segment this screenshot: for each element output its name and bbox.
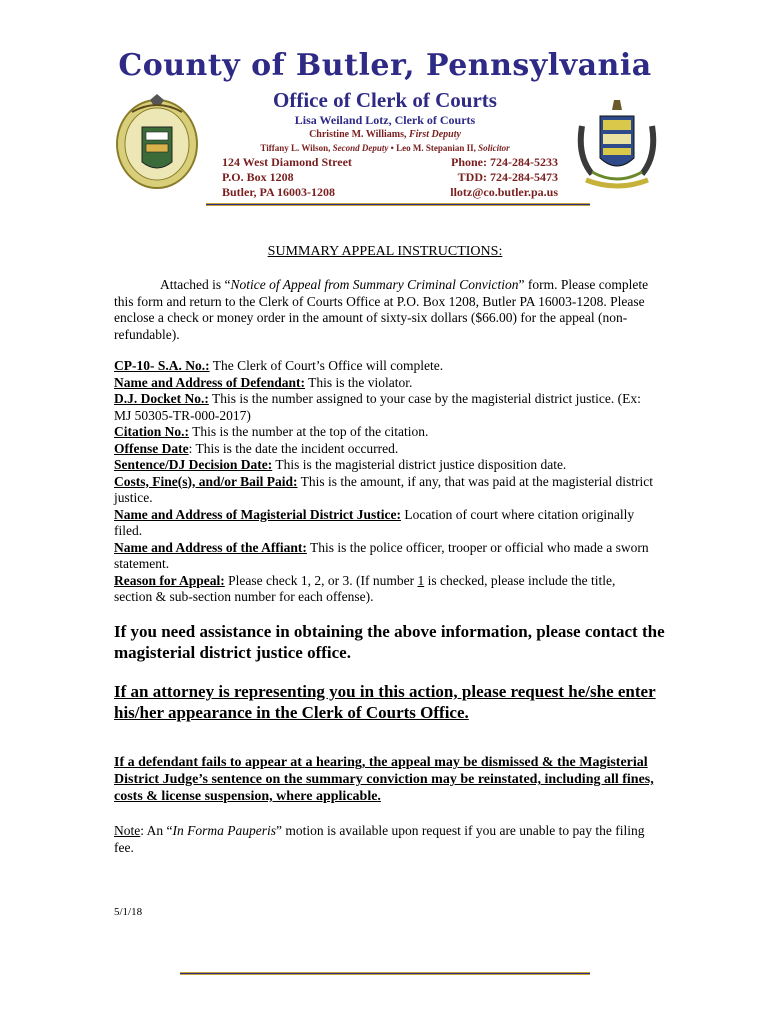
field-item — [114, 375, 654, 392]
reason-for-appeal — [114, 573, 654, 606]
field-item — [114, 457, 654, 474]
solicitor-title: Solicitor — [478, 143, 510, 153]
field-text: Location of court where citation originally filed. — [114, 506, 635, 538]
field-item — [114, 441, 654, 458]
address-line: P.O. Box 1208 — [222, 170, 294, 184]
footer-divider — [180, 972, 590, 975]
field-item — [114, 391, 654, 424]
first-deputy-title: First Deputy — [408, 129, 461, 140]
field-text: This is the amount, if any, that was paid at the magisterial district justice. — [114, 473, 653, 505]
field-label: Name and Address of Defendant: — [114, 374, 306, 390]
intro-paragraph — [114, 277, 654, 343]
note-before: : An “ — [140, 823, 173, 838]
field-label: CP-10- S.A. No.: — [114, 358, 210, 373]
field-label: D.J. Docket No.: — [114, 391, 209, 406]
field-text: This is the magisterial district justice disposition date. — [272, 457, 567, 472]
field-label: Citation No.: — [114, 424, 189, 439]
field-label: Costs, Fine(s), and/or Bail Paid: — [114, 473, 298, 489]
field-item — [114, 424, 654, 441]
intro-before: Attached is “ — [160, 277, 231, 292]
failure-to-appear-notice: If a defendant fails to appear at a hearing, the appeal may be dismissed & the Magisterial District Judge’s sentence on the summary conviction may be reinstated, including all fines, costs & license suspension, where applicable. — [114, 755, 654, 804]
address-line: Butler, PA 16003-1208 — [222, 185, 335, 199]
form-name: Notice of Appeal from Summary Criminal Conviction — [230, 277, 519, 292]
attorney-notice: If an attorney is representing you in this action, please request he/she enter his/her appearance in the Clerk of Courts Office. — [114, 682, 656, 722]
field-definitions — [114, 358, 654, 606]
note-label: Note — [114, 823, 141, 838]
intro-after: ” form. Please complete this form and return to the Clerk of Courts Office at P.O. Box 1208, Butler PA 16003-1208. Please enclose a check or money order in the amount of sixty-six dollars ($66.00) for the appeal (non-refundable). — [114, 277, 649, 342]
pennsylvania-coat-of-arms-icon — [572, 96, 662, 196]
clerk-name: Lisa Weiland Lotz, Clerk of Courts — [294, 113, 476, 127]
first-deputy-name: Christine M. Williams, — [309, 129, 409, 140]
field-text: This is the number assigned to your case by the magisterial district justice. (Ex: MJ 50305-TR-000-2017) — [114, 391, 641, 423]
field-item — [114, 540, 654, 573]
address-line: 124 West Diamond Street — [222, 155, 352, 169]
header-divider — [206, 203, 590, 206]
bullet-separator: • — [388, 143, 397, 153]
revision-date: 5/1/18 — [114, 906, 143, 918]
field-label: Name and Address of the Affiant: — [114, 539, 307, 555]
reason-after: is checked, please include the title, section & sub-section number for each offense). — [114, 572, 616, 604]
field-label: Name and Address of Magisterial District Justice: — [114, 506, 401, 522]
field-item — [114, 507, 654, 540]
tdd: TDD: 724-284-5473 — [457, 170, 558, 184]
county-seal-icon — [112, 92, 202, 192]
field-label: Reason for Appeal: — [114, 572, 225, 588]
field-text: This is the number at the top of the citation. — [189, 424, 429, 439]
note-paragraph — [114, 822, 654, 856]
email-link[interactable]: llotz@co.butler.pa.us — [450, 185, 558, 199]
assistance-notice: If you need assistance in obtaining the above information, please contact the magisterial district justice office. — [114, 622, 665, 662]
field-item — [114, 474, 654, 507]
instructions-heading: SUMMARY APPEAL INSTRUCTIONS: — [267, 244, 503, 259]
second-deputy-title: Second Deputy — [332, 143, 389, 153]
second-deputy-name: Tiffany L. Wilson, — [260, 143, 333, 153]
office-title: Office of Clerk of Courts — [273, 88, 497, 112]
field-item — [114, 358, 654, 375]
field-text: : This is the date the incident occurred. — [188, 440, 399, 456]
field-text: The Clerk of Court’s Office will complete. — [209, 358, 444, 373]
phone: Phone: 724-284-5233 — [451, 155, 558, 169]
field-text: This is the violator. — [305, 374, 413, 390]
note-after: ” motion is available upon request if you are unable to pay the filing fee. — [114, 823, 645, 855]
solicitor-name: Leo M. Stepanian II, — [396, 143, 479, 153]
reason-before: Please check 1, 2, or 3. (If number — [224, 572, 418, 588]
reason-number: 1 — [417, 572, 425, 588]
contact-info — [420, 155, 558, 200]
in-forma-pauperis: In Forma Pauperis — [172, 823, 276, 838]
field-label: Sentence/DJ Decision Date: — [114, 457, 273, 472]
mailing-address — [222, 155, 352, 200]
county-title: County of Butler, Pennsylvania — [118, 48, 652, 83]
field-label: Offense Date — [114, 440, 189, 456]
field-text: This is the police officer, trooper or official who made a sworn statement. — [114, 539, 649, 571]
